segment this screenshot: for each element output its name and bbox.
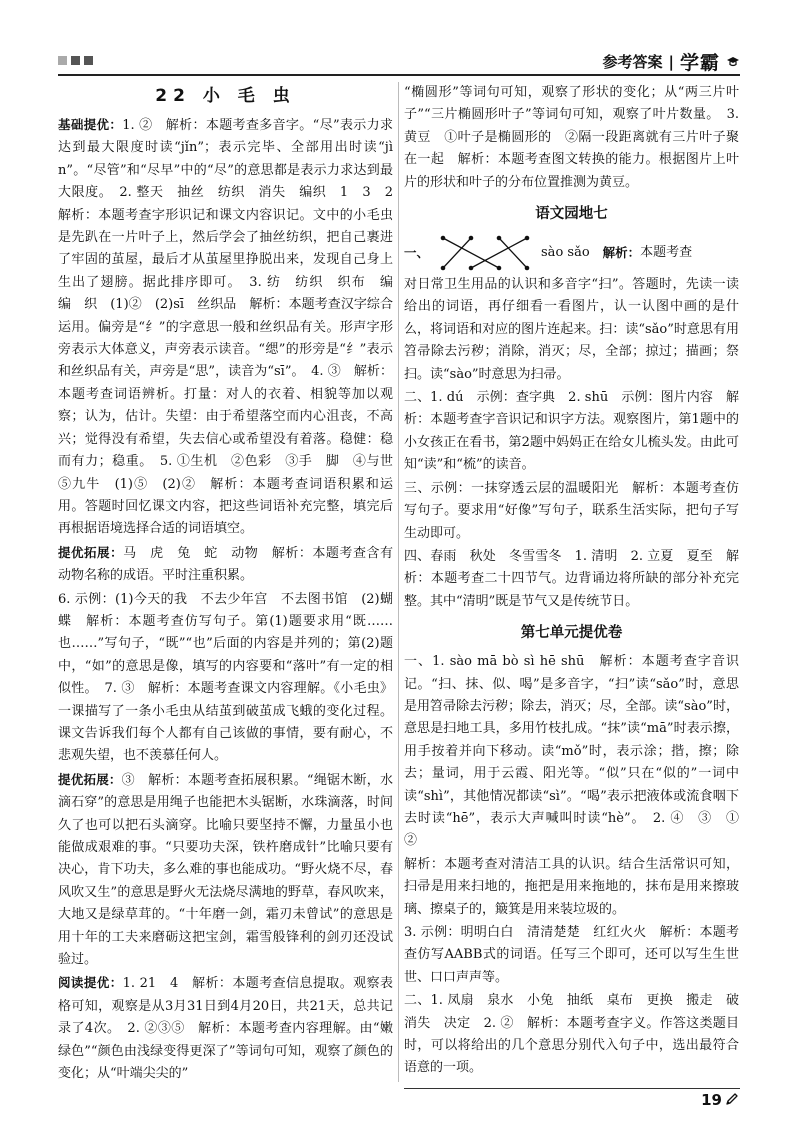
graduation-cap-icon: [726, 55, 740, 69]
answer-paragraph: [58, 114, 393, 541]
column-divider: [398, 82, 399, 1082]
answer-text: 1. 21 4 解析：本题考查信息提取。观察表格可知，观察是从3月31日到4月20日，共21天，总共记录了4次。 2. ②③⑤ 解析：本题考查内容理解。由“嫩绿色”“颜色由浅绿变得更深了”等词句可知，观察了颜色的变化；从“叶端尖尖的”: [58, 976, 393, 1082]
section-title: 语文园地七: [535, 206, 608, 223]
section-label: 提优拓展：: [58, 771, 122, 787]
answer-paragraph: 一、1. sào mā bò sì hē shū 解析：本题考查字音识记。“扫、抹、似、喝”是多音字，“扫”读“sǎo”时，意思是用笤帚除去污秽；除去，消灭；尽，全部。读“sào”时，意思是扫地工具，多用竹枝扎成。“抹”读“mā”时表示擦，用手按着并向下移动。读“mǒ”时，表示涂；揩，擦；除去；量词，用于云霞、阳光等。“似”只在“似的”一词中读“shì”，其他情况都读“sì”。“喝”表示把液体或流食咽下去时读“hē”，表示大声喊叫时读“hè”。 2. ④ ③ ① ②: [404, 654, 739, 849]
answer-paragraph: [58, 542, 393, 588]
matching-answer: [404, 232, 739, 274]
answer-paragraph: “椭圆形”等词句可知，观察了形状的变化；从“两三片叶子”“三片椭圆形叶子”等词句可知，观察了叶片数量。 3. 黄豆 ①叶子是椭圆形的 ②隔一段距离就有三片叶子聚在一起 解析：本题考查图文转换的能力。根据图片上叶片的形状和叶子的分布位置推测为黄豆。: [404, 85, 739, 190]
answer-text: ③ 解析：本题考查拓展积累。“绳锯木断，水滴石穿”的意思是用绳子也能把木头锯断，水珠滴落，时间久了也可以把石头滴穿。比喻只要坚持不懈，力量虽小也能做成艰难的事。“只要功夫深，铁杵磨成针”比喻只要有决心，肯下功夫，多么难的事也能成功。“野火烧不尽，春风吹又生”的意思是野火无法烧尽满地的野草，春风吹来，大地又是绿草茸的。“十年磨一剑，霜刃未曾试”的意思是用十年的工夫来磨砺这把宝剑，霜雪般锋利的剑刃还没试验过。: [58, 772, 393, 968]
square-icon: [71, 56, 80, 65]
matching-lines-diagram: [435, 232, 535, 274]
analysis-label: 解析：: [602, 244, 641, 260]
answer-paragraph: 二、1. 凤扇 泉水 小兔 抽纸 桌布 更换 搬走 破 消失 决定 2. ② 解析：本题考查字义。作答这类题目时，可以将给出的几个意思分别代入句子中，选出最符合语意的一项。: [404, 993, 739, 1076]
answer-paragraph: [58, 769, 393, 972]
section-label: 参考答案: [602, 53, 663, 71]
header-decoration: [58, 56, 93, 65]
square-icon: [58, 56, 67, 65]
section-label: 阅读提优：: [58, 975, 123, 991]
left-column: [58, 82, 393, 1082]
answer-paragraph: 6. 示例：(1)今天的我 不去少年宫 不去图书馆 (2)蝴蝶 解析：本题考查仿写句子。第(1)题要求用“既……也……”写句子，“既”“也”后面的内容是并列的；第(2)题中，“如”的意思是像，填写的内容要和“落叶”有一定的相似性。 7. ③ 解析：本题考查课文内容理解。《小毛虫》一课描写了一条小毛虫从结茧到破茧成飞蛾的变化过程。课文告诉我们每个人都有自己该做的事情，要有耐心，不悲观失望，也不羡慕任何人。: [58, 591, 393, 764]
answer-paragraph: 解析：本题考查对清洁工具的认识。结合生活常识可知，扫帚是用来扫地的，拖把是用来拖地的，抹布是用来擦玻璃、擦桌子的，簸箕是用来装垃圾的。: [404, 856, 739, 917]
header-title-group: [602, 48, 740, 75]
answer-paragraph: 二、1. dú 示例：查字典 2. shū 示例：图片内容 解析：本题考查字音识记和识字方法。观察图片，第1题中的小女孩正在看书，第2题中妈妈正在给女儿梳头发。由此可知“读”和“梳”的读音。: [404, 390, 739, 473]
section-label: 基础提优：: [58, 117, 123, 132]
square-icon: [84, 56, 93, 65]
answer-text: 1. ② 解析：本题考查多音字。“尽”表示力求达到最大限度时读“jǐn”；表示完毕、全部用出时读“jìn”。“尽管”和“尽早”中的“尽”的意思都是表示力求达到最大限度。 2. 整天 抽丝 纺织 消失 编织 1 3 2 解析：本题考查字形识记和课文内容识记。文中的小毛虫是先趴在一片叶子上，然后学会了抽丝纺织，把自己裹进了牢固的茧屋，最后才从茧屋里挣脱出来，发现自己身上生出了翅膀。据此排序即可。 3. 纺 纺织 织布 编 编 织 (1)② (2)sī 丝织品 解析：本题考查汉字综合运用。偏旁是“纟”的字意思一般和丝织品有关。形声字形旁表示大体意义，声旁表示读音。“缌”的形旁是“纟”表示和丝织品有关，声旁是“思”，读音为“sī”。 4. ③ 解析：本题考查词语辨析。打量：对人的衣着、相貌等加以观察；认为，估计。失望：由于希望落空而内心沮丧，不高兴；觉得没有希望，失去信心或希望没有着落。稳健：稳而有力；稳重。 5. ①生机 ②色彩 ③手 脚 ④与世 ⑤九牛 (1)⑤ (2)② 解析：本题考查词语积累和运用。答题时回忆课文内容，把这些词语补充完整，填完后再根据语境选择合适的词语填空。: [58, 118, 393, 537]
answer-paragraph: 三、示例：一抹穿透云层的温暖阳光 解析：本题考查仿写句子。要求用“好像”写句子，联系生活实际，把句子写生动即可。: [404, 480, 739, 541]
answer-paragraph: [58, 972, 393, 1082]
answer-text: 马 虎 兔 蛇 动物 解析：本题考查含有动物名称的成语。平时注重积累。: [58, 545, 393, 584]
answer-text: 本题考查: [640, 244, 693, 260]
question-number: 一、: [404, 244, 430, 260]
pinyin-answer: sào sǎo: [541, 244, 603, 260]
answer-paragraph: 3. 示例：明明白白 清清楚楚 红红火火 解析：本题考查仿写AABB式的词语。任写三个即可，还可以写生生世世、口口声声等。: [404, 925, 739, 985]
header-separator: |: [668, 52, 674, 71]
page-number: 19: [701, 1091, 722, 1109]
brand-name: 学霸: [679, 52, 720, 74]
page-header: [58, 48, 740, 76]
page-footer: [404, 1088, 740, 1113]
section-title: 第七单元提优卷: [520, 625, 623, 642]
section-label: 提优拓展：: [58, 544, 124, 560]
answer-paragraph: 对日常卫生用品的认识和多音字“扫”。答题时，先读一读给出的词语，再仔细看一看图片，认一认图中画的是什么，将词语和对应的图片连起来。扫：读“sǎo”时意思有用笤帚除去污秽；消除，消灭；尽，全部；掠过；描画；祭扫。读“sào”时意思为扫帚。: [404, 277, 739, 382]
lesson-title: 22 小 毛 虫: [155, 86, 296, 106]
answer-paragraph: [404, 1081, 739, 1082]
answer-paragraph: 四、春雨 秋处 冬雪雪冬 1. 清明 2. 立夏 夏至 解析：本题考查二十四节气。边背诵边将所缺的部分补充完整。其中“清明”既是节气又是传统节日。: [404, 548, 739, 609]
right-column: [404, 82, 739, 1082]
pencil-icon: [724, 1091, 740, 1107]
